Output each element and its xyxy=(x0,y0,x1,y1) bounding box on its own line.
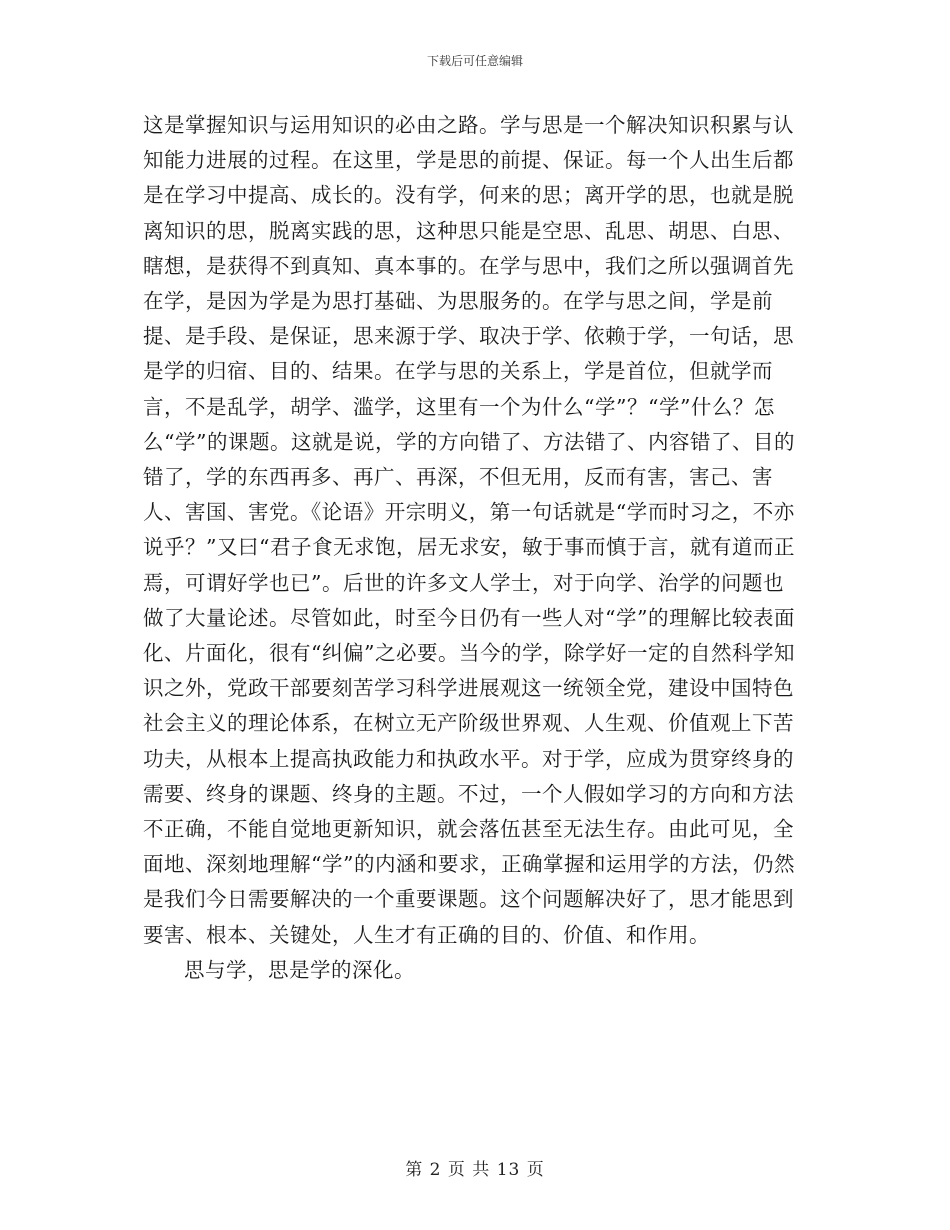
page-header: 下载后可任意编辑 xyxy=(426,54,523,68)
page-number-footer: 第 2 页 共 13 页 xyxy=(405,1160,545,1180)
document-body xyxy=(143,108,803,988)
paragraph-new-section: 思与学，思是学的深化。 xyxy=(184,957,415,982)
paragraph-continuation: 这是掌握知识与运用知识的必由之路。学与思是一个解决知识积累与认知能力进展的过程。在这里，学是思的前提、保证。每一个人出生后都是在学习中提高、成长的。没有学，何来的思；离开学的思，也就是脱离知识的思，脱离实践的思，这种思只能是空思、乱思、胡思、白思、瞎想，是获得不到真知、真本事的。在学与思中，我们之所以强调首先在学，是因为学是为思打基础、为思服务的。在学与思之间，学是前提、是手段、是保证，思来源于学、取决于学、依赖于学，一句话，思是学的归宿、目的、结果。在学与思的关系上，学是首位，但就学而言，不是乱学，胡学、滥学，这里有一个为什么“学”？“学”什么？怎么“学”的课题。这就是说，学的方向错了、方法错了、内容错了、目的错了，学的东西再多、再广、再深，不但无用，反而有害，害己、害人、害国、害党。《论语》开宗明义，第一句话就是“学而时习之，不亦说乎？”又曰“君子食无求饱，居无求安，敏于事而慎于言，就有道而正焉，可谓好学也已”。后世的许多文人学士，对于向学、治学的问题也做了大量论述。尽管如此，时至今日仍有一些人对“学”的理解比较表面化、片面化，很有“纠偏”之必要。当今的学，除学好一定的自然科学知识之外，党政干部要刻苦学习科学进展观这一统领全党，建设中国特色社会主义的理论体系，在树立无产阶级世界观、人生观、价值观上下苦功夫，从根本上提高执政能力和执政水平。对于学，应成为贯穿终身的需要、终身的课题、终身的主题。不过，一个人假如学习的方向和方法不正确，不能自觉地更新知识，就会落伍甚至无法生存。由此可见，全面地、深刻地理解“学”的内涵和要求，正确掌握和运用学的方法，仍然是我们今日需要解决的一个重要课题。这个问题解决好了，思才能思到要害、根本、关键处，人生才有正确的目的、价值、和作用。 xyxy=(143,113,795,947)
